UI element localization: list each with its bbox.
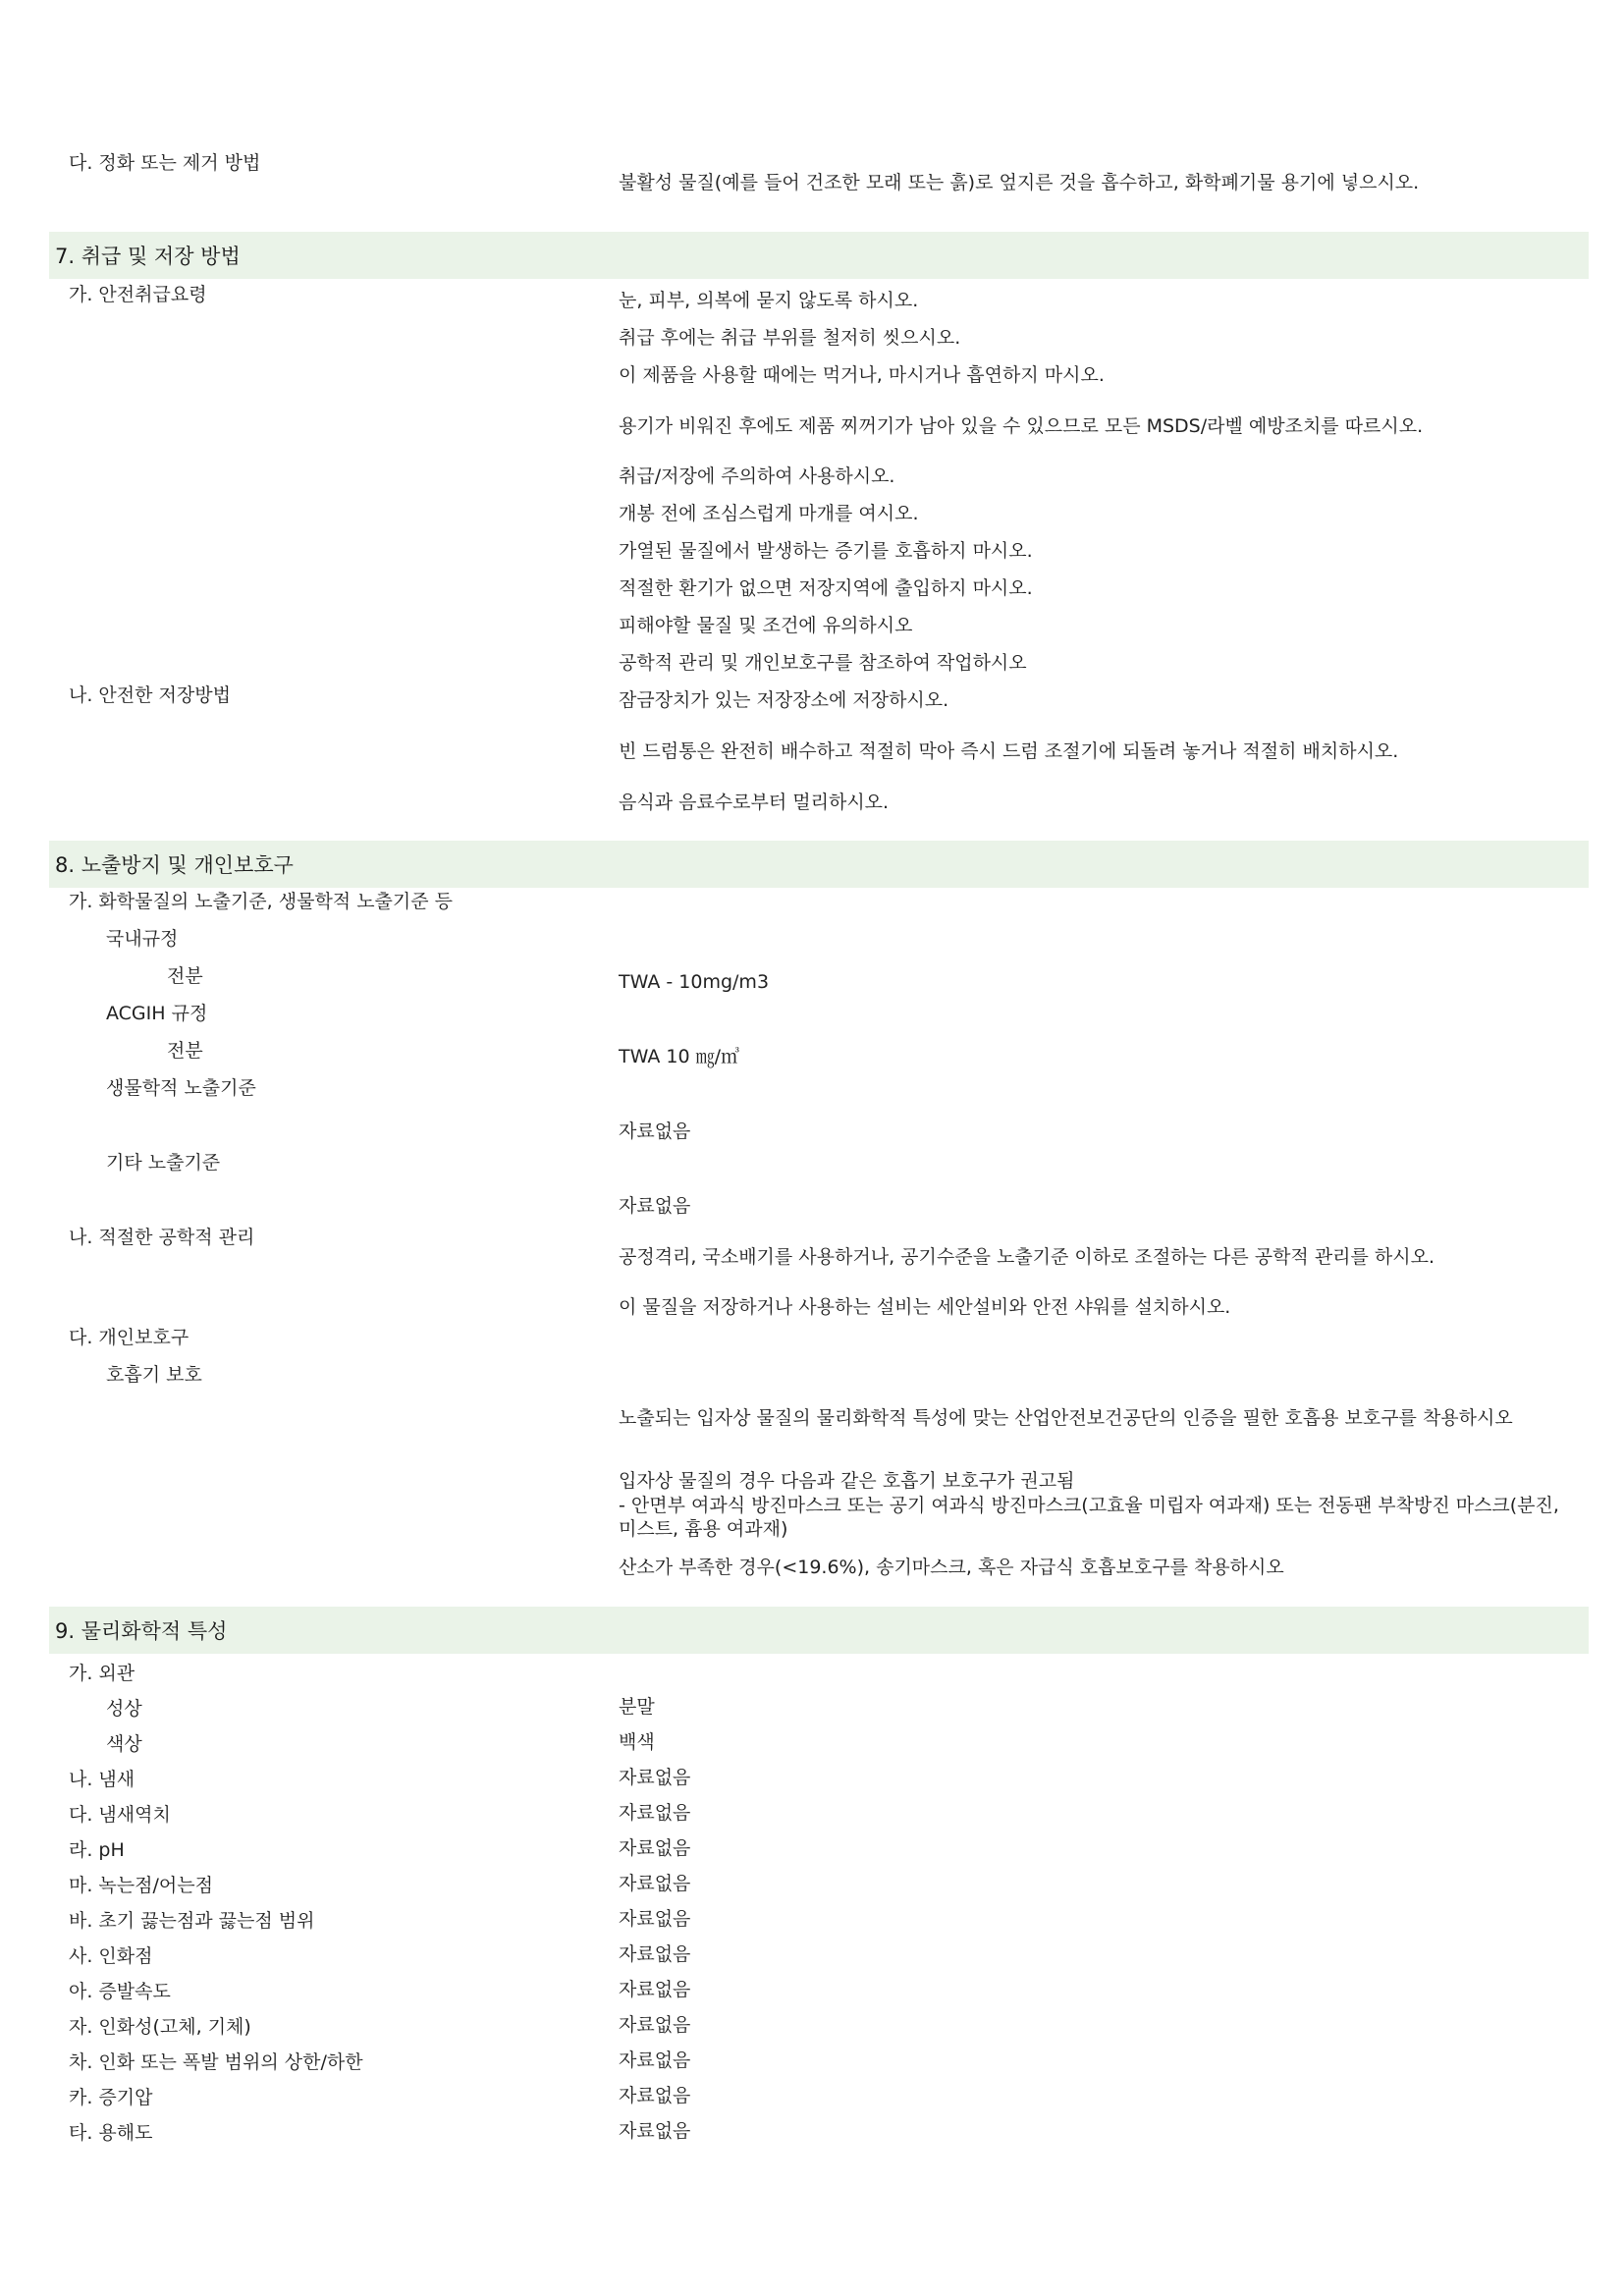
acgih-regulation-label: ACGIH 규정: [106, 1003, 208, 1024]
safe-handling-item: 이 제품을 사용할 때에는 먹거나, 마시거나 흡연하지 마시오.: [619, 364, 1105, 386]
section-9-header: [49, 1607, 1589, 1654]
engineering-controls-item: 이 물질을 저장하거나 사용하는 설비는 세안설비와 안전 샤워를 설치하시오.: [619, 1296, 1231, 1318]
substance-name: 전분: [167, 1040, 203, 1062]
respiratory-protection-label: 호흡기 보호: [106, 1364, 202, 1386]
property-value: 자료없음: [619, 1908, 691, 1930]
section-8-header: [49, 841, 1589, 888]
safe-storage-item: 음식과 음료수로부터 멀리하시오.: [619, 792, 890, 813]
property-value: 자료없음: [619, 1767, 691, 1788]
property-value: 자료없음: [619, 1873, 691, 1894]
property-label: 라. pH: [69, 1839, 125, 1861]
safe-storage-label: 나. 안전한 저장방법: [69, 684, 231, 706]
ppe-label: 다. 개인보호구: [69, 1327, 189, 1348]
property-label: 나. 냄새: [69, 1769, 135, 1790]
respiratory-protection-text: 노출되는 입자상 물질의 물리화학적 특성에 맞는 산업안전보건공단의 인증을 필한 호흡용 보호구를 착용하시오: [619, 1407, 1513, 1429]
respiratory-protection-text: 입자상 물질의 경우 다음과 같은 호흡기 보호구가 권고됨: [619, 1470, 1075, 1492]
safe-handling-item: 취급/저장에 주의하여 사용하시오.: [619, 465, 895, 487]
section-7-title: 7. 취급 및 저장 방법: [55, 245, 241, 268]
safe-handling-item: 피해야할 물질 및 조건에 유의하시오: [619, 615, 913, 636]
property-value: 자료없음: [619, 2050, 691, 2071]
other-exposure-value: 자료없음: [619, 1195, 691, 1217]
section-8-title: 8. 노출방지 및 개인보호구: [55, 853, 294, 877]
property-label: 마. 녹는점/어는점: [69, 1875, 213, 1896]
property-value: 자료없음: [619, 2014, 691, 2036]
property-label: 차. 인화 또는 폭발 범위의 상한/하한: [69, 2051, 363, 2073]
property-label: 다. 냄새역치: [69, 1804, 171, 1826]
domestic-regulation-label: 국내규정: [106, 928, 179, 950]
safe-handling-item: 눈, 피부, 의복에 묻지 않도록 하시오.: [619, 290, 919, 311]
property-label: 카. 증기압: [69, 2087, 153, 2108]
biological-exposure-label: 생물학적 노출기준: [106, 1077, 256, 1099]
property-value: 자료없음: [619, 2085, 691, 2106]
safe-handling-item: 취급 후에는 취급 부위를 철저히 씻으시오.: [619, 327, 961, 349]
acgih-twa-value: TWA 10 ㎎/㎥: [619, 1046, 740, 1067]
substance-name: 전분: [167, 965, 203, 987]
other-exposure-label: 기타 노출기준: [106, 1152, 221, 1174]
safe-handling-label: 가. 안전취급요령: [69, 284, 207, 305]
engineering-controls-label: 나. 적절한 공학적 관리: [69, 1227, 255, 1248]
property-label: 사. 인화점: [69, 1945, 153, 1967]
biological-exposure-value: 자료없음: [619, 1121, 691, 1142]
exposure-standards-label: 가. 화학물질의 노출기준, 생물학적 노출기준 등: [69, 891, 454, 912]
property-value: 자료없음: [619, 1943, 691, 1965]
respiratory-protection-text: - 안면부 여과식 방진마스크 또는 공기 여과식 방진마스크(고효율 미립자 여과재) 또는 전동팬 부착방진 마스크(분진, 미스트, 흄용 여과재): [619, 1495, 1559, 1540]
property-label: 바. 초기 끓는점과 끓는점 범위: [69, 1910, 315, 1932]
property-value: 자료없음: [619, 2120, 691, 2142]
appearance-label: 가. 외관: [69, 1663, 135, 1684]
property-label: 자. 인화성(고체, 기체): [69, 2016, 251, 2038]
safe-handling-item: 적절한 환기가 없으면 저장지역에 출입하지 마시오.: [619, 577, 1033, 599]
property-value: 자료없음: [619, 1979, 691, 2000]
cleanup-method-label: 다. 정화 또는 제거 방법: [69, 152, 261, 174]
domestic-twa-value: TWA - 10mg/m3: [619, 971, 770, 993]
cleanup-method-text: 불활성 물질(예를 들어 건조한 모래 또는 흙)로 엎지른 것을 흡수하고, 화학폐기물 용기에 넣으시오.: [619, 172, 1420, 193]
property-value: 백색: [619, 1731, 655, 1753]
property-value: 분말: [619, 1696, 655, 1718]
safe-storage-item: 잠금장치가 있는 저장장소에 저장하시오.: [619, 689, 949, 711]
safe-storage-item: 빈 드럼통은 완전히 배수하고 적절히 막아 즉시 드럼 조절기에 되돌려 놓거나 적절히 배치하시오.: [619, 740, 1399, 762]
section-9-title: 9. 물리화학적 특성: [55, 1619, 228, 1643]
safe-handling-item: 개봉 전에 조심스럽게 마개를 여시오.: [619, 503, 919, 524]
property-value: 자료없음: [619, 1837, 691, 1859]
safe-handling-item: 용기가 비워진 후에도 제품 찌꺼기가 남아 있을 수 있으므로 모든 MSDS/라벨 예방조치를 따르시오.: [619, 415, 1424, 437]
safe-handling-item: 가열된 물질에서 발생하는 증기를 호흡하지 마시오.: [619, 540, 1033, 562]
section-7-header: [49, 232, 1589, 279]
property-label: 색상: [106, 1733, 142, 1755]
safe-handling-item: 공학적 관리 및 개인보호구를 참조하여 작업하시오: [619, 652, 1027, 674]
respiratory-protection-text: 산소가 부족한 경우(<19.6%), 송기마스크, 혹은 자급식 호흡보호구를 착용하시오: [619, 1557, 1284, 1578]
property-label: 아. 증발속도: [69, 1981, 171, 2002]
property-value: 자료없음: [619, 1802, 691, 1824]
property-label: 타. 용해도: [69, 2122, 153, 2144]
engineering-controls-item: 공정격리, 국소배기를 사용하거나, 공기수준을 노출기준 이하로 조절하는 다른 공학적 관리를 하시오.: [619, 1246, 1435, 1268]
property-label: 성상: [106, 1698, 142, 1720]
